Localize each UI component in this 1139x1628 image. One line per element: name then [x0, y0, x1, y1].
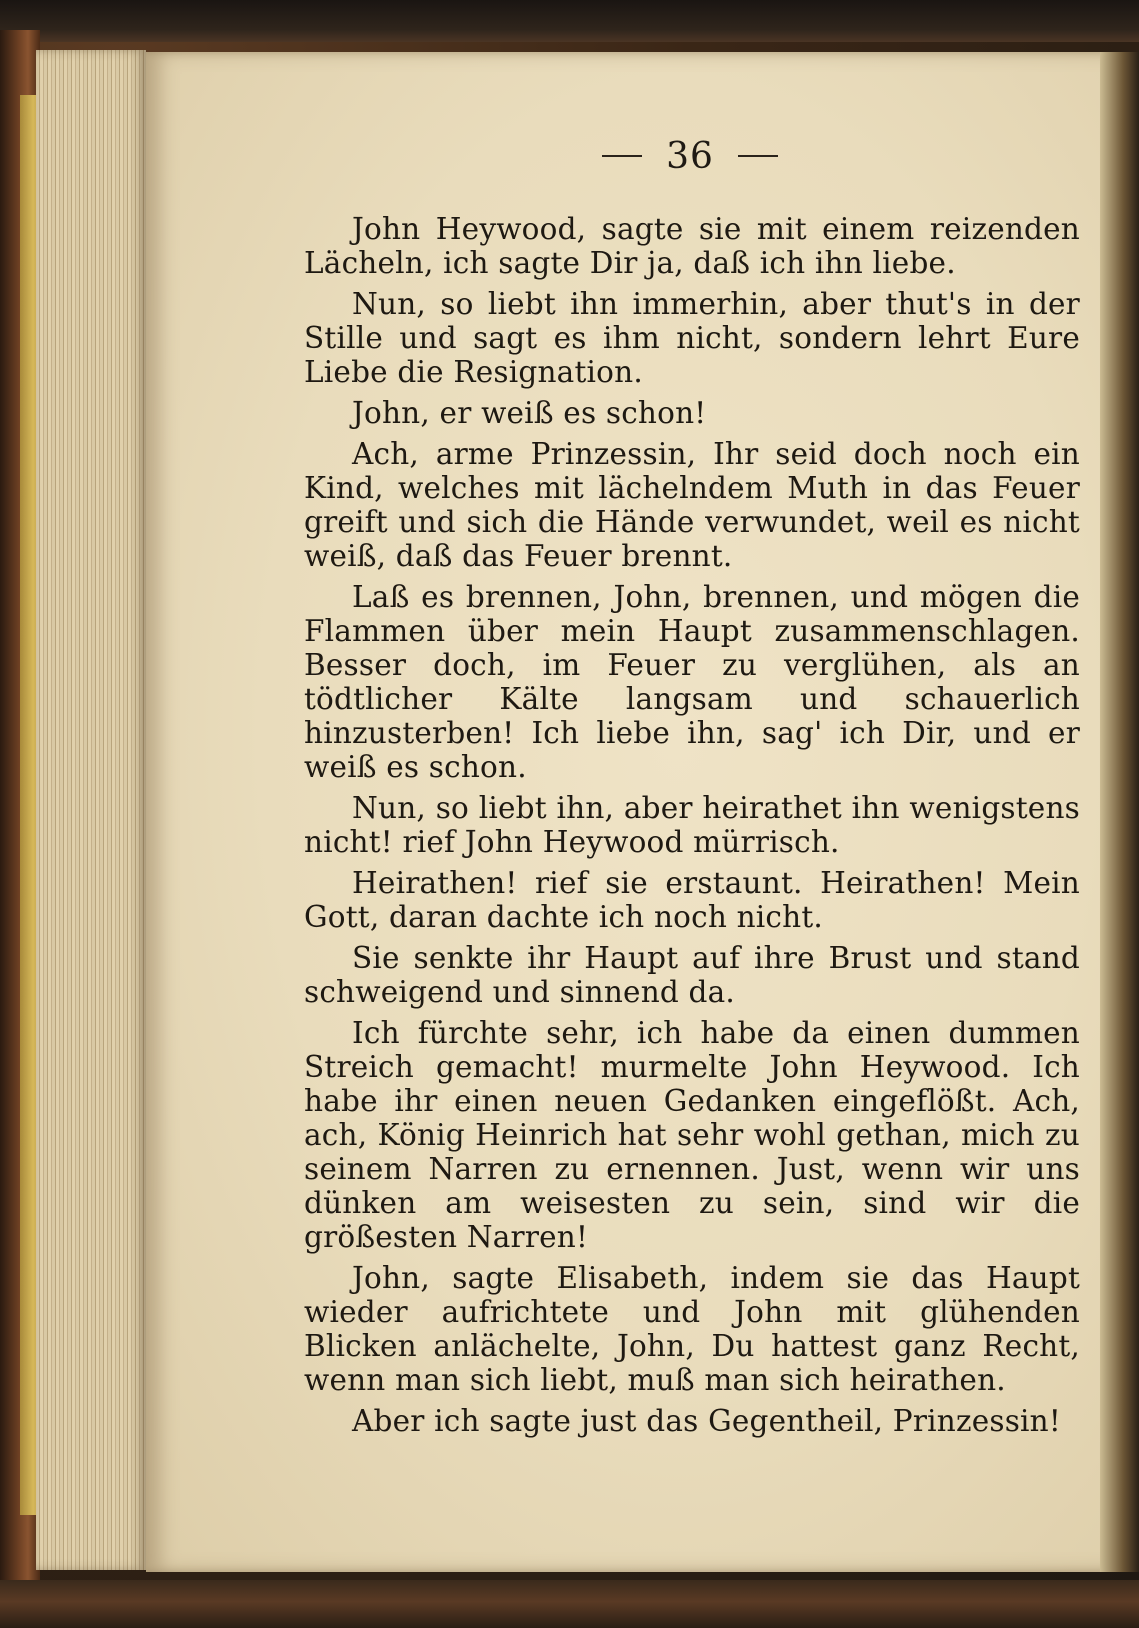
cover-bottom-edge [0, 1580, 1139, 1628]
header-dash-right [738, 155, 778, 157]
cover-top-edge [0, 0, 1139, 42]
page-gutter-shadow [1100, 52, 1139, 1572]
body-text [304, 212, 1080, 1438]
paragraph: John, sagte Elisabeth, indem sie das Haupt wieder aufrichtete und John mit glühenden Blicken anlächelte, John, Du hattest ganz Recht, wenn man sich liebt, muß man sich heirathen. [304, 1261, 1080, 1397]
paragraph: Ich fürchte sehr, ich habe da einen dummen Streich gemacht! murmelte John Heywood. Ich habe ihr einen neuen Gedanken eingeflößt. Ach, ach, König Heinrich hat sehr wohl gethan, mich zu seinem Narren zu ernennen. Just, wenn wir uns dünken am weisesten zu sein, sind wir die größesten Narren! [304, 1016, 1080, 1254]
paragraph: John Heywood, sagte sie mit einem reizenden Lächeln, ich sagte Dir ja, daß ich ihn liebe. [304, 212, 1080, 280]
page-header [560, 128, 820, 184]
header-dash-left [602, 155, 642, 157]
paragraph: Nun, so liebt ihn immerhin, aber thut's in der Stille und sagt es ihm nicht, sondern lehrt Eure Liebe die Resignation. [304, 287, 1080, 389]
page-stack-leaves [36, 50, 146, 1570]
page-number: 36 [666, 135, 714, 177]
paragraph: Sie senkte ihr Haupt auf ihre Brust und stand schweigend und sinnend da. [304, 941, 1080, 1009]
paragraph: Aber ich sagte just das Gegentheil, Prinzessin! [352, 1404, 1061, 1438]
paragraph: Heirathen! rief sie erstaunt. Heirathen! Mein Gott, daran dachte ich noch nicht. [304, 866, 1080, 934]
paragraph: Nun, so liebt ihn, aber heirathet ihn wenigstens nicht! rief John Heywood mürrisch. [304, 791, 1080, 859]
paragraph: John, er weiß es schon! [352, 396, 707, 430]
paragraph: Laß es brennen, John, brennen, und mögen die Flammen über mein Haupt zusammenschlagen. Besser doch, im Feuer zu verglühen, als an tödtlicher Kälte langsam und schauerlich hinzusterben! Ich liebe ihn, sag' ich Dir, und er weiß es schon. [304, 580, 1080, 784]
paragraph: Ach, arme Prinzessin, Ihr seid doch noch ein Kind, welches mit lächelndem Muth in das Feuer greift und sich die Hände verwundet, weil es nicht weiß, daß das Feuer brennt. [304, 437, 1080, 573]
